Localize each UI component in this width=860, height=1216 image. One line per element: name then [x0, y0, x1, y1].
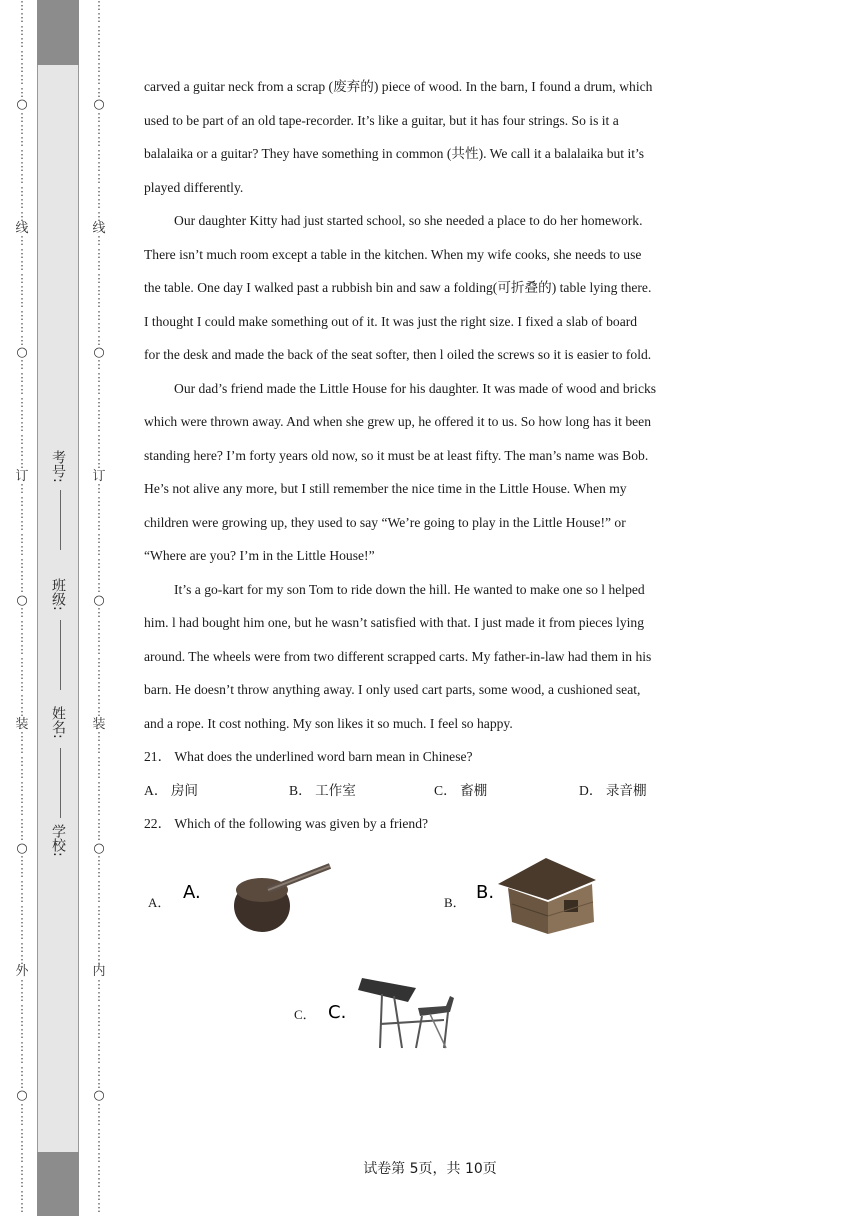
- binding-dots: ⋮: [93, 804, 105, 818]
- binding-dots: ⋮: [93, 73, 105, 87]
- binding-dots: ⋮: [93, 197, 105, 211]
- passage-line: There isn’t much room except a table in the kitchen. When my wife cooks, she needs to use: [144, 246, 642, 262]
- binding-dots: ⋮: [93, 754, 105, 768]
- binding-dots: ⋮: [93, 630, 105, 644]
- binding-dots: ⋮: [93, 457, 105, 471]
- binding-dots: ⋮: [93, 0, 105, 12]
- binding-dots: ⋮: [16, 891, 28, 905]
- binding-mark: 装: [92, 716, 106, 732]
- binding-dots: ⋮: [93, 333, 105, 347]
- binding-dots: ⋮: [93, 581, 105, 595]
- binding-dots: ⋮: [93, 816, 105, 830]
- passage-line: for the desk and made the back of the seat softer, then l oiled the screws so it is easier to fold.: [144, 347, 652, 362]
- binding-dots: ⋮: [93, 767, 105, 781]
- passage-line: around. The wheels were from two different scrapped carts. My father-in-law had them in his: [144, 648, 652, 664]
- binding-dots: ⋮: [16, 1200, 28, 1214]
- binding-dots: ⋮: [16, 643, 28, 657]
- passage-line: carved a guitar neck from a scrap (废弃的) piece of wood. In the barn, I found a drum, which: [144, 79, 653, 94]
- binding-dots: ⋮: [16, 1039, 28, 1053]
- binding-dots: ⋮: [93, 259, 105, 273]
- binding-dots: ⋮: [16, 85, 28, 99]
- binding-dots: ⋮: [93, 556, 105, 570]
- drum-guitar-icon: [178, 856, 348, 946]
- binding-dots: ⋮: [93, 1163, 105, 1177]
- binding-dots: ⋮: [16, 754, 28, 768]
- question-number: 21．: [144, 749, 172, 764]
- binding-dots: ⋮: [16, 60, 28, 74]
- class-line: [60, 620, 61, 690]
- exam-no-line: [60, 490, 61, 550]
- binding-dots: ⋮: [93, 1039, 105, 1053]
- binding-dots: ⋮: [16, 519, 28, 533]
- binding-dots: ⋮: [16, 259, 28, 273]
- binding-dots: ⋮: [93, 1052, 105, 1066]
- binding-dots: ⋮: [16, 1176, 28, 1190]
- binding-dots: ⋮: [16, 358, 28, 372]
- binding-dots: ⋮: [16, 321, 28, 335]
- passage-line: balalaika or a guitar? They have something in common (共性). We call it a balalaika but it’s: [144, 146, 645, 161]
- name-label: 姓名:: [50, 706, 66, 739]
- binding-dots: ⋮: [16, 507, 28, 521]
- binding-dots: ⋮: [93, 23, 105, 37]
- binding-dots: ⋮: [16, 271, 28, 285]
- question-21: [144, 740, 724, 774]
- binding-dots: ⋮: [93, 383, 105, 397]
- binding-mark: 线: [92, 221, 106, 237]
- binding-dots: ⋮: [93, 494, 105, 508]
- binding-dots: ⋮: [93, 853, 105, 867]
- binding-dots: ⋮: [93, 680, 105, 694]
- binding-dots: ⋮: [93, 420, 105, 434]
- binding-dots: ⋮: [16, 630, 28, 644]
- binding-dots: ⋮: [93, 977, 105, 991]
- binding-dots: ⋮: [93, 531, 105, 545]
- binding-dots: ⋮: [93, 878, 105, 892]
- passage-line: the table. One day I walked past a rubbish bin and saw a folding(可折叠的) table lying there.: [144, 280, 652, 295]
- passage-line: It’s a go-kart for my son Tom to ride down the hill. He wanted to make one so l helped: [174, 581, 645, 597]
- binding-dots: ⋮: [93, 1188, 105, 1202]
- binding-mark: ○: [16, 840, 28, 856]
- binding-dots: ⋮: [93, 829, 105, 843]
- binding-mark: ○: [93, 1088, 105, 1104]
- binding-dots: ⋮: [16, 457, 28, 471]
- outer-binding-margin: [15, 0, 29, 1216]
- binding-dots: ⋮: [93, 792, 105, 805]
- binding-dots: ⋮: [93, 692, 105, 706]
- passage-line: used to be part of an old tape-recorder. It’s like a guitar, but it has four strings. So is it a: [144, 112, 619, 128]
- binding-dots: ⋮: [93, 1064, 105, 1078]
- binding-mark: 订: [15, 468, 29, 484]
- binding-dots: ⋮: [16, 36, 28, 50]
- binding-dots: ⋮: [93, 1002, 105, 1016]
- binding-dots: ⋮: [93, 407, 105, 421]
- binding-dots: ⋮: [16, 160, 28, 174]
- passage-line: I thought I could make something out of it. It was just the right size. I fixed a slab of board: [144, 313, 638, 329]
- binding-mark: ○: [93, 344, 105, 360]
- binding-mark: 订: [92, 468, 106, 484]
- binding-dots: ⋮: [16, 23, 28, 37]
- inner-binding-margin: [92, 0, 106, 1216]
- question-text: What does the underlined word barn mean in Chinese?: [174, 749, 473, 764]
- binding-mark: ○: [93, 840, 105, 856]
- binding-dots: ⋮: [93, 271, 105, 285]
- binding-dots: ⋮: [16, 110, 28, 124]
- page-footer: 试卷第 5页，共 10页: [363, 1161, 497, 1177]
- passage-line: Our daughter Kitty had just started school, so she needed a place to do her homework.: [174, 213, 643, 228]
- binding-dots: ⋮: [16, 147, 28, 161]
- binding-dots: ⋮: [16, 383, 28, 397]
- svg-text:C.: C.: [328, 1002, 347, 1023]
- binding-dots: ⋮: [93, 60, 105, 74]
- binding-dots: ⋮: [16, 135, 28, 149]
- binding-dots: ⋮: [93, 866, 105, 880]
- svg-text:B.: B.: [476, 882, 495, 903]
- binding-dots: ⋮: [93, 618, 105, 632]
- binding-dots: ⋮: [16, 0, 28, 12]
- binding-dots: ⋮: [16, 544, 28, 558]
- binding-dots: ⋮: [16, 779, 28, 793]
- binding-dots: ⋮: [16, 940, 28, 954]
- binding-dots: ⋮: [16, 73, 28, 87]
- binding-dots: ⋮: [93, 507, 105, 521]
- binding-dots: ⋮: [16, 606, 28, 620]
- binding-dots: ⋮: [16, 556, 28, 570]
- binding-dots: ⋮: [16, 655, 28, 669]
- binding-dots: ⋮: [93, 990, 105, 1004]
- passage-line: He’s not alive any more, but I still remember the nice time in the Little House. When my: [144, 481, 627, 496]
- binding-dots: ⋮: [93, 135, 105, 149]
- binding-dots: ⋮: [16, 283, 28, 297]
- binding-dots: ⋮: [93, 519, 105, 533]
- binding-dots: ⋮: [93, 953, 105, 967]
- binding-dots: ⋮: [16, 977, 28, 991]
- binding-dots: ⋮: [16, 395, 28, 409]
- option-a[interactable]: A． 房间: [144, 782, 199, 798]
- binding-mark: 内: [92, 964, 106, 980]
- name-line: [60, 748, 61, 818]
- binding-dots: ⋮: [93, 544, 105, 558]
- passage-line: played differently.: [144, 179, 244, 195]
- passage-line: “Where are you? I’m in the Little House!”: [144, 548, 375, 563]
- binding-dots: ⋮: [16, 308, 28, 322]
- binding-dots: ⋮: [16, 1188, 28, 1202]
- binding-dots: ⋮: [16, 407, 28, 421]
- binding-mark: 线: [15, 221, 29, 237]
- binding-dots: ⋮: [16, 48, 28, 62]
- strip-cap-top: [37, 0, 79, 65]
- passage-line: standing here? I’m forty years old now, so it must be at least fifty. The man’s name was Bob.: [144, 447, 649, 463]
- binding-dots: ⋮: [93, 48, 105, 62]
- passage-line: Our dad’s friend made the Little House for his daughter. It was made of wood and bricks: [174, 380, 657, 396]
- binding-mark: 外: [15, 964, 29, 980]
- binding-dots: ⋮: [93, 296, 105, 310]
- binding-dots: ⋮: [93, 1138, 105, 1152]
- binding-dots: ⋮: [93, 903, 105, 917]
- question-text: Which of the following was given by a friend?: [174, 816, 429, 831]
- binding-dots: ⋮: [16, 209, 28, 223]
- binding-dots: ⋮: [93, 1101, 105, 1115]
- binding-dots: ⋮: [16, 1015, 28, 1029]
- binding-dots: ⋮: [93, 395, 105, 409]
- binding-mark: ○: [16, 97, 28, 113]
- binding-dots: ⋮: [16, 296, 28, 310]
- binding-dots: ⋮: [16, 581, 28, 595]
- binding-dots: ⋮: [16, 172, 28, 186]
- exam-no-label: 考号:: [50, 450, 66, 483]
- question-21-options: [144, 774, 724, 808]
- binding-dots: ⋮: [93, 370, 105, 384]
- binding-dots: ⋮: [16, 184, 28, 198]
- binding-dots: ⋮: [93, 234, 105, 248]
- binding-dots: ⋮: [16, 370, 28, 384]
- binding-dots: ⋮: [93, 742, 105, 756]
- binding-dots: ⋮: [16, 246, 28, 260]
- binding-dots: ⋮: [93, 940, 105, 954]
- binding-dots: ⋮: [93, 308, 105, 322]
- passage-line: and a rope. It cost nothing. My son likes it so much. I feel so happy.: [144, 715, 513, 731]
- reading-passage: [144, 70, 724, 740]
- passage-line: barn. He doesn’t throw anything away. I only used cart parts, some wood, a cushioned seat,: [144, 682, 641, 697]
- binding-dots: ⋮: [93, 36, 105, 50]
- passage-line: him. l had bought him one, but he wasn’t satisfied with that. I just made it from pieces lying: [144, 615, 644, 630]
- binding-dots: ⋮: [93, 358, 105, 372]
- binding-dots: ⋮: [93, 705, 105, 719]
- binding-dots: ⋮: [16, 742, 28, 756]
- binding-dots: ⋮: [93, 1176, 105, 1190]
- binding-dots: ⋮: [16, 990, 28, 1004]
- binding-dots: ⋮: [16, 1052, 28, 1066]
- binding-dots: ⋮: [93, 606, 105, 620]
- binding-dots: ⋮: [16, 767, 28, 781]
- binding-mark: ○: [16, 1088, 28, 1104]
- binding-dots: ⋮: [93, 184, 105, 198]
- binding-dots: ⋮: [16, 1002, 28, 1016]
- binding-dots: ⋮: [16, 1076, 28, 1090]
- binding-dots: ⋮: [16, 234, 28, 248]
- option-d[interactable]: D． 录音棚: [579, 782, 647, 798]
- binding-dots: ⋮: [16, 1163, 28, 1177]
- binding-dots: ⋮: [93, 482, 105, 496]
- binding-mark: ○: [93, 97, 105, 113]
- binding-dots: ⋮: [93, 568, 105, 582]
- binding-dots: ⋮: [93, 668, 105, 682]
- binding-dots: ⋮: [16, 531, 28, 545]
- binding-dots: ⋮: [93, 147, 105, 161]
- passage-line: children were growing up, they used to say “We’re going to play in the Little House!” or: [144, 514, 626, 530]
- binding-mark: ○: [16, 344, 28, 360]
- binding-dots: ⋮: [16, 878, 28, 892]
- binding-dots: ⋮: [16, 915, 28, 929]
- binding-dots: ⋮: [16, 11, 28, 25]
- binding-dots: ⋮: [16, 197, 28, 211]
- binding-dots: ⋮: [16, 692, 28, 706]
- binding-dots: ⋮: [16, 432, 28, 446]
- binding-dots: ⋮: [93, 891, 105, 905]
- class-label: 班级:: [50, 578, 66, 611]
- question-number: 22．: [144, 816, 172, 831]
- binding-dots: ⋮: [16, 445, 28, 459]
- binding-dots: ⋮: [16, 482, 28, 496]
- folding-desk-icon: [324, 968, 494, 1058]
- binding-dots: ⋮: [16, 928, 28, 942]
- school-label: 学校:: [50, 824, 66, 857]
- binding-mark: ○: [93, 592, 105, 608]
- binding-dots: ⋮: [16, 1114, 28, 1128]
- binding-dots: ⋮: [16, 618, 28, 632]
- binding-dots: ⋮: [93, 445, 105, 459]
- binding-dots: ⋮: [16, 829, 28, 843]
- binding-dots: ⋮: [16, 1101, 28, 1115]
- binding-dots: ⋮: [93, 283, 105, 297]
- binding-dots: ⋮: [93, 779, 105, 793]
- binding-dots: ⋮: [16, 680, 28, 694]
- binding-dots: ⋮: [93, 1126, 105, 1140]
- binding-dots: ⋮: [16, 853, 28, 867]
- binding-dots: ⋮: [16, 1138, 28, 1152]
- binding-dots: ⋮: [93, 1200, 105, 1214]
- binding-dots: ⋮: [93, 1151, 105, 1165]
- binding-dots: ⋮: [93, 160, 105, 174]
- binding-dots: ⋮: [16, 792, 28, 805]
- passage-line: which were thrown away. And when she grew up, he offered it to us. So how long has it been: [144, 414, 652, 429]
- binding-dots: ⋮: [93, 643, 105, 657]
- binding-dots: ⋮: [16, 730, 28, 744]
- binding-mark: ○: [16, 592, 28, 608]
- binding-dots: ⋮: [93, 209, 105, 223]
- option-b[interactable]: B． 工作室: [289, 782, 356, 798]
- page-content: [144, 70, 724, 841]
- binding-dots: ⋮: [16, 1064, 28, 1078]
- question-22: [144, 807, 724, 841]
- binding-dots: ⋮: [16, 420, 28, 434]
- binding-dots: ⋮: [93, 1015, 105, 1029]
- binding-dots: ⋮: [93, 172, 105, 186]
- binding-dots: ⋮: [16, 866, 28, 880]
- binding-dots: ⋮: [93, 110, 105, 124]
- binding-dots: ⋮: [16, 1151, 28, 1165]
- binding-dots: ⋮: [16, 816, 28, 830]
- binding-dots: ⋮: [16, 122, 28, 136]
- binding-dots: ⋮: [16, 333, 28, 347]
- binding-dots: ⋮: [16, 903, 28, 917]
- binding-dots: ⋮: [16, 804, 28, 818]
- svg-text:A.: A.: [183, 882, 201, 903]
- binding-mark: 装: [15, 716, 29, 732]
- binding-dots: ⋮: [16, 568, 28, 582]
- binding-dots: ⋮: [93, 655, 105, 669]
- binding-dots: ⋮: [93, 432, 105, 446]
- binding-dots: ⋮: [93, 730, 105, 744]
- binding-dots: ⋮: [93, 915, 105, 929]
- binding-dots: ⋮: [16, 705, 28, 719]
- option-c[interactable]: C． 畜棚: [434, 782, 488, 798]
- binding-dots: ⋮: [93, 928, 105, 942]
- binding-dots: ⋮: [16, 1126, 28, 1140]
- binding-dots: ⋮: [93, 11, 105, 25]
- binding-dots: ⋮: [93, 1027, 105, 1041]
- binding-dots: ⋮: [93, 321, 105, 335]
- binding-dots: ⋮: [93, 85, 105, 99]
- wooden-house-icon: [472, 852, 642, 942]
- binding-dots: ⋮: [93, 122, 105, 136]
- binding-dots: ⋮: [16, 953, 28, 967]
- binding-dots: ⋮: [16, 1027, 28, 1041]
- binding-dots: ⋮: [93, 1076, 105, 1090]
- binding-dots: ⋮: [93, 246, 105, 260]
- binding-dots: ⋮: [93, 1114, 105, 1128]
- binding-dots: ⋮: [16, 668, 28, 682]
- binding-dots: ⋮: [16, 494, 28, 508]
